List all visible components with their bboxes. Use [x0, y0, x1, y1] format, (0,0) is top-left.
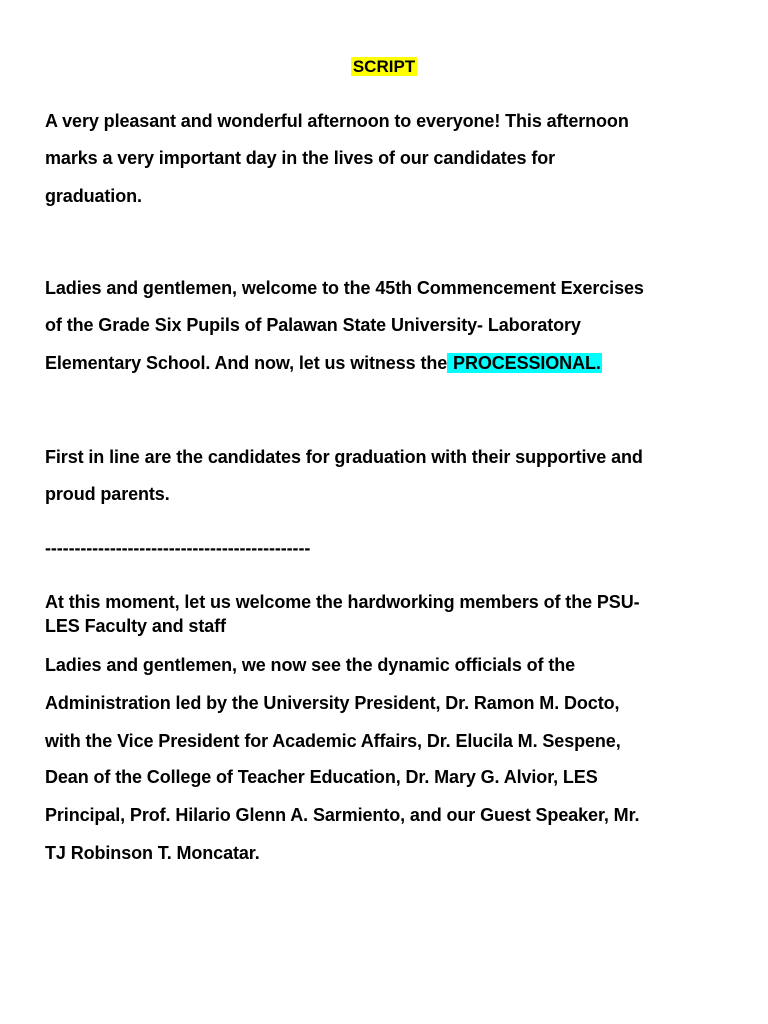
paragraph-5-line-2: Administration led by the University President, Dr. Ramon M. Docto, — [45, 693, 620, 713]
paragraph-5-line-6: TJ Robinson T. Moncatar. — [45, 843, 260, 863]
paragraph-1-line-1: A very pleasant and wonderful afternoon to everyone! This afternoon — [45, 111, 629, 131]
paragraph-2-line-3 — [45, 352, 602, 374]
document-title — [0, 56, 768, 78]
paragraph-1-line-3: graduation. — [45, 186, 142, 206]
paragraph-5-line-5: Principal, Prof. Hilario Glenn A. Sarmiento, and our Guest Speaker, Mr. — [45, 805, 640, 825]
paragraph-3-line-2: proud parents. — [45, 484, 170, 504]
paragraph-5-line-4: Dean of the College of Teacher Education, Dr. Mary G. Alvior, LES — [45, 767, 598, 787]
paragraph-5-line-3: with the Vice President for Academic Affairs, Dr. Elucila M. Sespene, — [45, 731, 621, 751]
paragraph-4-line-1: At this moment, let us welcome the hardworking members of the PSU- — [45, 592, 640, 612]
paragraph-1-line-2: marks a very important day in the lives of our candidates for — [45, 148, 556, 168]
paragraph-4-line-2: LES Faculty and staff — [45, 616, 226, 636]
paragraph-2-line-1: Ladies and gentlemen, welcome to the 45th Commencement Exercises — [45, 278, 644, 298]
dashed-divider: --------------------------------------------- — [45, 538, 311, 558]
paragraph-2-line-3-text: Elementary School. And now, let us witness the — [45, 353, 448, 373]
paragraph-2-line-2: of the Grade Six Pupils of Palawan State University- Laboratory — [45, 315, 581, 335]
title-highlight: SCRIPT — [352, 57, 416, 76]
paragraph-5-line-1: Ladies and gentlemen, we now see the dynamic officials of the — [45, 655, 576, 675]
paragraph-3-line-1: First in line are the candidates for graduation with their supportive and — [45, 447, 643, 467]
processional-highlight: PROCESSIONAL. — [448, 353, 601, 373]
